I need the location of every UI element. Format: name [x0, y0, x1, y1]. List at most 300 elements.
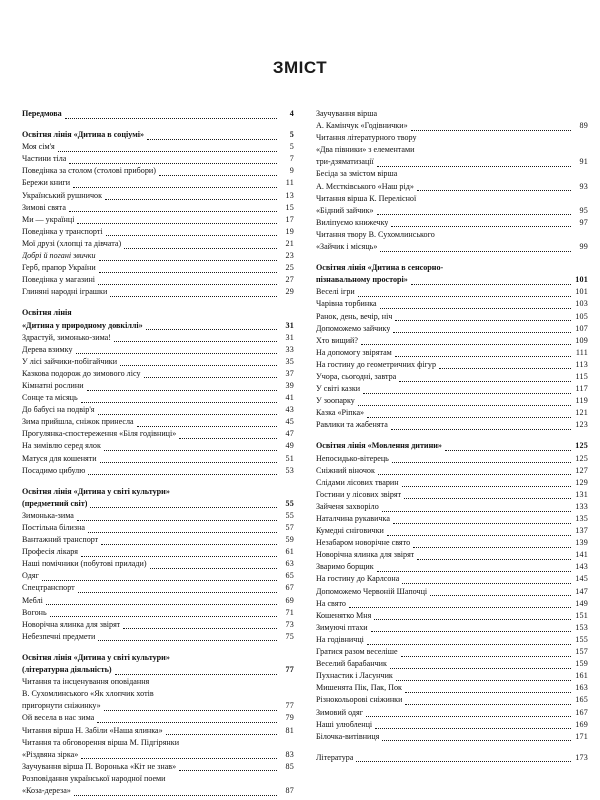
toc-entry[interactable] [316, 465, 588, 477]
toc-entry[interactable] [22, 286, 294, 298]
dot-leader [396, 680, 571, 681]
toc-entry-title-line [316, 132, 588, 144]
toc-entry-page-number: 29 [285, 287, 294, 297]
toc-entry[interactable] [316, 731, 588, 743]
section-spacer [316, 253, 588, 262]
toc-entry[interactable] [22, 619, 294, 631]
toc-entry[interactable] [316, 489, 588, 501]
toc-entry[interactable] [22, 700, 294, 712]
toc-entry-page-number: 57 [285, 523, 294, 532]
dot-leader [87, 390, 277, 391]
toc-entry[interactable] [22, 129, 294, 141]
toc-entry[interactable] [22, 202, 294, 214]
toc-entry-label: Добрі й погані звички [22, 251, 96, 261]
dot-leader [98, 414, 277, 415]
toc-column-right [316, 108, 588, 764]
toc-entry[interactable] [22, 522, 294, 534]
toc-entry-page-number: 157 [575, 647, 588, 657]
toc-entry-label: Ранок, день, вечір, ніч [316, 311, 393, 321]
toc-entry[interactable] [22, 344, 294, 356]
toc-entry[interactable] [22, 404, 294, 416]
dot-leader [375, 728, 571, 729]
toc-entry[interactable] [316, 513, 588, 525]
toc-entry-label: Зайченя захворіло [316, 501, 379, 511]
toc-entry-label: Незабаром новорічне свято [316, 538, 411, 548]
toc-entry[interactable] [22, 262, 294, 274]
toc-entry-label: Професія лікаря [22, 547, 79, 557]
toc-entry[interactable] [22, 177, 294, 189]
toc-entry-label: Пухнастик і Ласунчик [316, 671, 393, 681]
toc-entry-label: Частини тіла [22, 154, 67, 164]
toc-entry[interactable] [316, 707, 588, 719]
toc-entry-page-number: 27 [285, 275, 294, 285]
toc-entry-page-number: 171 [575, 731, 588, 741]
toc-entry-page-number: 11 [285, 178, 294, 188]
toc-entry[interactable] [316, 634, 588, 646]
dot-leader [393, 332, 571, 333]
toc-entry[interactable] [22, 631, 294, 643]
toc-entry[interactable] [316, 453, 588, 465]
toc-entry-page-number: 159 [575, 659, 588, 669]
toc-entry[interactable] [316, 335, 588, 347]
toc-entry[interactable] [22, 165, 294, 177]
dot-leader [110, 296, 277, 297]
toc-entry-page-number: 99 [579, 242, 588, 252]
toc-entry-page-number: 139 [575, 538, 588, 548]
toc-entry-label: Кошенятко Мня [316, 610, 372, 620]
toc-entry-label: Веселі ігри [316, 287, 355, 297]
toc-entry[interactable] [316, 120, 588, 132]
toc-entry[interactable] [316, 274, 588, 286]
toc-entry-page-number: 169 [575, 719, 588, 729]
toc-entry[interactable] [316, 407, 588, 419]
toc-entry-title-line [22, 307, 294, 319]
dot-leader [69, 211, 277, 212]
toc-entry-page-number: 65 [285, 571, 294, 581]
toc-entry-label: На допомогу звірятам [316, 347, 392, 357]
dot-leader [391, 226, 571, 227]
toc-entry[interactable] [316, 205, 588, 217]
toc-entry-page-number: 93 [579, 181, 588, 191]
toc-entry-label: Непосидько-вітерець [316, 453, 389, 463]
toc-entry[interactable] [22, 761, 294, 773]
toc-entry-page-number: 39 [285, 380, 294, 390]
toc-entry[interactable] [22, 498, 294, 510]
dot-leader [399, 381, 571, 382]
toc-entry[interactable] [22, 785, 294, 797]
toc-entry-page-number: 153 [575, 622, 588, 632]
toc-entry[interactable] [316, 395, 588, 407]
dot-leader [150, 568, 277, 569]
toc-entry-label: До бабусі на подвір'я [22, 405, 95, 415]
toc-entry[interactable] [316, 549, 588, 561]
dot-leader [88, 474, 277, 475]
toc-entry-label: Читання вірша К. Перелісної [316, 193, 417, 203]
toc-entry-page-number: 63 [285, 559, 294, 569]
toc-entry-label: Равлики та жабенята [316, 420, 388, 430]
toc-entry[interactable] [22, 453, 294, 465]
dot-leader [115, 674, 277, 675]
toc-entry[interactable] [316, 646, 588, 658]
toc-entry-page-number: 73 [285, 619, 294, 629]
toc-entry-label: Прогулянка-спостереження «Біля годівниці» [22, 429, 177, 439]
dot-leader [391, 429, 571, 430]
dot-leader [387, 535, 571, 536]
dot-leader [402, 583, 571, 584]
toc-entry-label: пригорнути сніжинку» [22, 701, 101, 711]
dot-leader [395, 320, 571, 321]
dot-leader [363, 393, 571, 394]
toc-entry[interactable] [22, 440, 294, 452]
toc-entry-label: Герб, прапор України [22, 263, 96, 273]
toc-entry-label: Освітня лінія [22, 308, 72, 318]
toc-entry[interactable] [22, 582, 294, 594]
toc-entry[interactable] [22, 570, 294, 582]
toc-entry-label: Вантажний транспорт [22, 535, 99, 545]
toc-entry[interactable] [316, 419, 588, 431]
toc-entry-page-number: 41 [285, 393, 294, 403]
toc-entry-label: Зимові свята [22, 202, 66, 212]
dot-leader [104, 450, 277, 451]
dot-leader [81, 402, 277, 403]
dot-leader [179, 438, 277, 439]
toc-entry-label: Наталчина рукавичка [316, 514, 390, 523]
dot-leader [411, 130, 571, 131]
dot-leader [392, 462, 571, 463]
dot-leader [366, 716, 571, 717]
dot-leader [99, 272, 277, 273]
toc-entry-label: Бесіда за змістом вірша [316, 169, 398, 179]
toc-entry-label: На свято [316, 598, 346, 608]
toc-entry-label: Веселий барабанчик [316, 659, 387, 669]
toc-entry[interactable] [316, 586, 588, 598]
toc-entry-page-number: 25 [285, 263, 294, 273]
toc-entry-label: Зимонька-зима [22, 510, 74, 520]
toc-entry[interactable] [316, 622, 588, 634]
toc-entry-page-number: 17 [285, 214, 294, 224]
toc-entry-label: Розповідання української народної поеми [22, 773, 166, 783]
toc-entry-title-line [316, 108, 588, 120]
toc-entry[interactable] [22, 141, 294, 153]
toc-entry[interactable] [22, 238, 294, 250]
dot-leader [358, 405, 571, 406]
dot-leader [58, 151, 277, 152]
toc-entry-page-number: 97 [579, 217, 588, 227]
toc-entry-page-number: 117 [575, 384, 588, 394]
dot-leader [401, 656, 571, 657]
toc-entry-page-number: 53 [285, 465, 294, 475]
toc-entry[interactable] [22, 607, 294, 619]
toc-entry-page-number: 35 [285, 356, 294, 366]
toc-entry[interactable] [316, 241, 588, 253]
toc-entry-label: Читання та обговорення вірша М. Підгірянки [22, 737, 180, 747]
toc-entry[interactable] [22, 214, 294, 226]
dot-leader [81, 556, 277, 557]
toc-entry[interactable] [22, 510, 294, 522]
dot-leader [46, 604, 277, 605]
toc-entry[interactable] [22, 712, 294, 724]
toc-entry-page-number: 71 [285, 607, 294, 617]
toc-entry-page-number: 31 [285, 320, 294, 330]
toc-entry-page-number: 55 [285, 498, 294, 508]
toc-entry-page-number: 167 [575, 707, 588, 717]
toc-entry[interactable] [316, 501, 588, 513]
toc-entry-label: Матуся для кошеняти [22, 453, 97, 463]
toc-entry[interactable] [22, 664, 294, 676]
toc-entry-page-number: 133 [575, 501, 588, 511]
toc-entry-page-number: 89 [579, 121, 588, 131]
toc-entry-page-number: 127 [575, 465, 588, 475]
dot-leader [50, 616, 277, 617]
dot-leader [377, 166, 571, 167]
toc-entry-page-number: 95 [579, 205, 588, 215]
toc-entry-label: Література [316, 752, 354, 762]
toc-entry[interactable] [316, 561, 588, 573]
toc-entry-page-number: 161 [575, 671, 588, 681]
toc-entry-label: Мишенята Пік, Пак, Пок [316, 683, 402, 693]
toc-entry-label: «Бідний зайчик» [316, 205, 374, 215]
toc-entry-page-number: 47 [285, 429, 294, 439]
toc-entry[interactable] [22, 428, 294, 440]
toc-entry[interactable] [316, 359, 588, 371]
dot-leader [393, 523, 571, 524]
toc-entry[interactable] [316, 682, 588, 694]
toc-entry-page-number: 67 [285, 583, 294, 593]
toc-entry[interactable] [22, 153, 294, 165]
toc-entry-label: Наші помічники (побутові прилади) [22, 559, 147, 569]
toc-entry-page-number: 75 [285, 631, 294, 641]
toc-entry-title-line [22, 688, 294, 700]
toc-entry-page-number: 123 [575, 420, 588, 430]
dot-leader [380, 251, 571, 252]
toc-entry-page-number: 77 [285, 665, 294, 675]
toc-entry-page-number: 141 [575, 550, 588, 560]
dot-leader [77, 520, 277, 521]
toc-entry[interactable] [22, 320, 294, 332]
toc-entry[interactable] [316, 217, 588, 229]
toc-entry-label: Чарівна торбинка [316, 299, 377, 309]
toc-entry-label: Білочка-витівниця [316, 731, 380, 741]
toc-entry-page-number: 83 [285, 749, 294, 759]
dot-leader [411, 284, 571, 285]
toc-entry-page-number: 13 [285, 190, 294, 200]
dot-leader [404, 498, 571, 499]
toc-entry-page-number: 77 [285, 701, 294, 711]
dot-leader [90, 507, 277, 508]
toc-entry-label: Спецтранспорт [22, 583, 75, 593]
toc-entry-label: Освітня лінія «Дитина у світі культури» [22, 486, 170, 496]
toc-entry-label: (літературна діяльність) [22, 665, 112, 675]
dot-leader [120, 365, 277, 366]
toc-entry-title-line [316, 229, 588, 241]
toc-entry[interactable] [316, 694, 588, 706]
dot-leader [378, 474, 571, 475]
toc-entry[interactable] [316, 347, 588, 359]
toc-entry-title-line [316, 193, 588, 205]
toc-entry[interactable] [22, 226, 294, 238]
toc-entry[interactable] [22, 274, 294, 286]
toc-entry-label: Кумедні сніговички [316, 526, 384, 536]
dot-leader [377, 571, 571, 572]
toc-entry[interactable] [22, 332, 294, 344]
toc-entry[interactable] [316, 286, 588, 298]
toc-entry[interactable] [316, 598, 588, 610]
toc-entry[interactable] [316, 670, 588, 682]
dot-leader [106, 235, 277, 236]
dot-leader [69, 163, 277, 164]
toc-entry-label: Вогонь [22, 607, 47, 617]
toc-entry-page-number: 103 [575, 299, 588, 309]
dot-leader [105, 199, 277, 200]
toc-entry-page-number: 43 [285, 405, 294, 415]
toc-entry-page-number: 125 [575, 453, 588, 463]
toc-entry[interactable] [22, 356, 294, 368]
dot-leader [137, 426, 277, 427]
dot-leader [98, 640, 277, 641]
toc-entry[interactable] [22, 380, 294, 392]
toc-entry-page-number: 7 [289, 154, 294, 164]
dot-leader [42, 580, 277, 581]
toc-entry-page-number: 9 [289, 166, 294, 176]
toc-entry-page-number: 69 [285, 595, 294, 605]
dot-leader [413, 547, 571, 548]
section-spacer [22, 298, 294, 307]
dot-leader [77, 223, 277, 224]
toc-entry-page-number: 149 [575, 598, 588, 608]
toc-entry-page-number: 173 [575, 752, 588, 762]
toc-entry-page-number: 49 [285, 441, 294, 451]
toc-entry-label: Поведінка у транспорті [22, 226, 103, 236]
toc-entry-page-number: 81 [285, 725, 294, 735]
toc-entry[interactable] [22, 725, 294, 737]
toc-entry-page-number: 85 [285, 761, 294, 771]
toc-entry[interactable] [22, 250, 294, 262]
toc-entry[interactable] [22, 546, 294, 558]
toc-entry[interactable] [22, 595, 294, 607]
toc-entry[interactable] [316, 156, 588, 168]
toc-entry-label: Кімнатні рослини [22, 380, 84, 390]
toc-entry-label: Заучування вірша П. Воронька «Кіт не знав» [22, 761, 177, 771]
toc-entry[interactable] [316, 371, 588, 383]
dot-leader [402, 486, 571, 487]
toc-entry-label: А. Камінчук «Годівнички» [316, 121, 408, 131]
toc-entry-label: На зимівлю серед ялок [22, 441, 101, 451]
toc-entry-label: Передмова [22, 109, 62, 118]
dot-leader [147, 139, 277, 140]
toc-entry[interactable] [316, 525, 588, 537]
toc-entry[interactable] [316, 537, 588, 549]
dot-leader [382, 740, 571, 741]
toc-entry-label: Український рушничок [22, 190, 103, 200]
toc-entry-page-number: 101 [575, 275, 588, 285]
toc-entry-page-number: 5 [289, 130, 294, 140]
toc-entry-page-number: 4 [289, 109, 294, 118]
toc-entry-page-number: 143 [575, 562, 588, 572]
toc-entry[interactable] [316, 610, 588, 622]
toc-entry[interactable] [316, 181, 588, 193]
toc-entry-label: Новорічна ялинка для звірят [316, 550, 415, 560]
toc-entry[interactable] [22, 534, 294, 546]
toc-entry[interactable] [316, 658, 588, 670]
toc-entry[interactable] [316, 311, 588, 323]
toc-entry-page-number: 131 [575, 489, 588, 499]
dot-leader [101, 544, 277, 545]
toc-entry[interactable] [22, 190, 294, 202]
toc-entry-label: «Дитина у природному довкіллі» [22, 320, 143, 330]
toc-entry[interactable] [22, 558, 294, 570]
toc-entry-label: Поведінка у магазині [22, 275, 96, 285]
toc-entry-title-line [22, 652, 294, 664]
toc-entry-label: Небезпечні предмети [22, 631, 96, 641]
toc-entry-page-number: 151 [575, 610, 588, 620]
toc-entry-page-number: 51 [285, 453, 294, 463]
toc-entry[interactable] [316, 298, 588, 310]
toc-entry-label: Сонце та місяць [22, 393, 78, 403]
dot-leader [356, 761, 571, 762]
toc-entry-page-number: 125 [575, 441, 588, 451]
toc-entry-label: Ой весела в нас зима [22, 713, 95, 723]
dot-leader [358, 296, 571, 297]
toc-entry[interactable] [316, 323, 588, 335]
toc-entry-label: Освітня лінія «Дитина у світі культури» [22, 652, 170, 662]
toc-entry-label: Ми — українці [22, 214, 75, 224]
toc-entry[interactable] [316, 752, 588, 764]
toc-entry-page-number: 121 [575, 408, 588, 418]
toc-entry[interactable] [316, 477, 588, 489]
dot-leader [417, 559, 571, 560]
toc-entry-label: «Коза-дереза» [22, 785, 71, 795]
dot-leader [76, 353, 277, 354]
toc-entry-label: Освітня лінія «Дитина в сенсорно- [316, 263, 444, 273]
toc-entry-page-number: 31 [285, 332, 294, 342]
dot-leader [417, 190, 571, 191]
dot-leader [371, 631, 571, 632]
toc-entry-label: На годівничці [316, 634, 364, 644]
section-spacer [22, 643, 294, 652]
dot-leader [65, 118, 277, 119]
dot-leader [159, 175, 277, 176]
toc-entry-label: На гостину до геометричних фігур [316, 359, 437, 369]
toc-entry[interactable] [22, 416, 294, 428]
dot-leader [439, 368, 571, 369]
toc-entry-label: Допоможемо зайчику [316, 323, 391, 333]
toc-entry-label: Читання твору В. Сухомлинського [316, 229, 435, 239]
toc-entry[interactable] [316, 440, 588, 452]
toc-entry[interactable] [316, 383, 588, 395]
dot-leader [81, 758, 277, 759]
dot-leader [99, 260, 277, 261]
toc-entry[interactable] [22, 368, 294, 380]
dot-leader [380, 308, 571, 309]
toc-entry-label: Освітня лінія «Дитина в соціумі» [22, 130, 144, 140]
toc-entry-label: Зваримо борщик [316, 562, 374, 572]
toc-entry[interactable] [22, 108, 294, 120]
toc-entry-title-line [22, 676, 294, 688]
toc-entry-page-number: 109 [575, 335, 588, 345]
section-spacer [22, 477, 294, 486]
toc-entry[interactable] [316, 719, 588, 731]
dot-leader [361, 344, 571, 345]
toc-entry-page-number: 45 [285, 417, 294, 427]
toc-entry[interactable] [22, 749, 294, 761]
toc-entry[interactable] [22, 392, 294, 404]
toc-entry-label: Слідами лісових тварин [316, 477, 399, 487]
toc-entry-title-line [22, 773, 294, 785]
toc-entry[interactable] [22, 465, 294, 477]
toc-entry[interactable] [316, 573, 588, 585]
toc-entry-label: Читання літературного твору [316, 133, 417, 143]
toc-entry-page-number: 107 [575, 323, 588, 333]
